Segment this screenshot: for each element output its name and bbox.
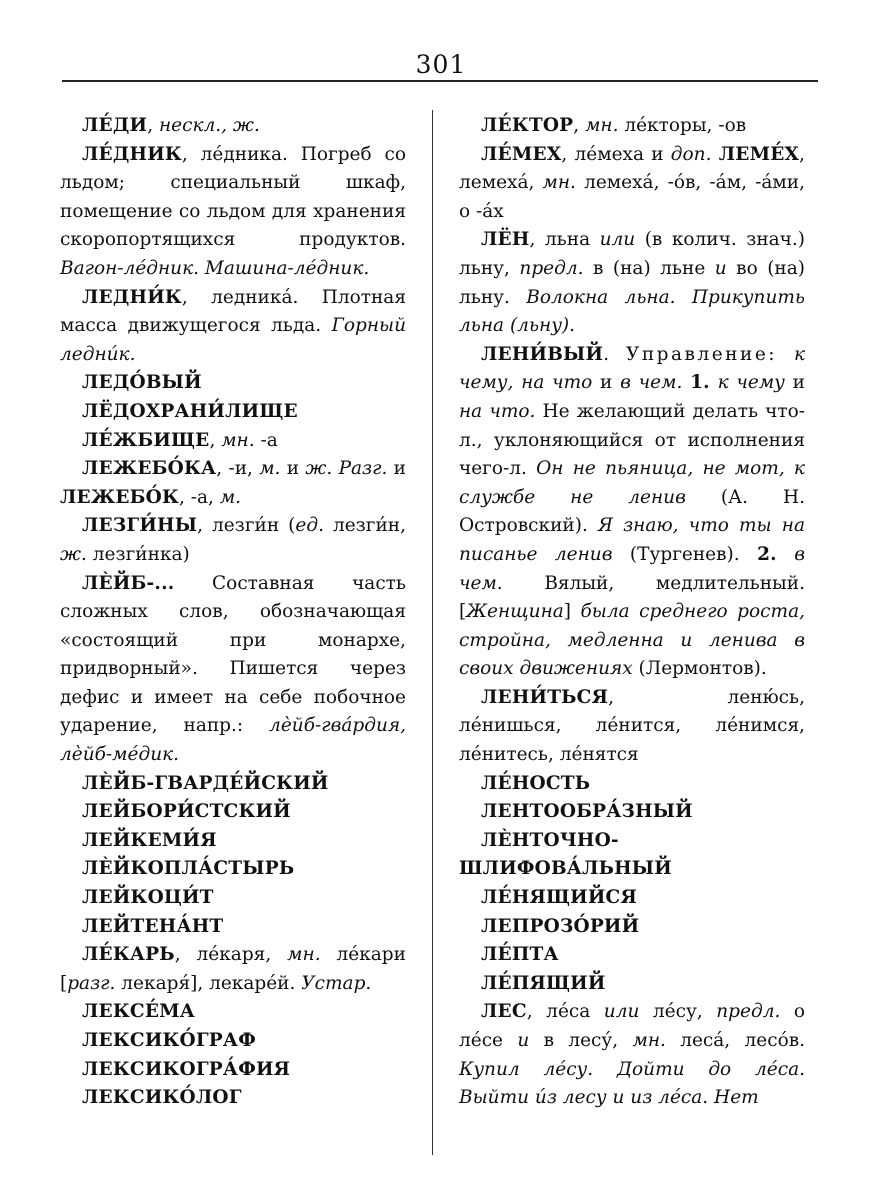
- entry-headword: ЛЕ́НЯЩИЙСЯ: [481, 887, 637, 909]
- entry-gloss-italic: Он не пьяница, не мот, к службе не ленив: [459, 458, 805, 508]
- entry-text: ,: [147, 115, 159, 136]
- entry-headword: ЛЕЙКЕМИ́Я: [82, 829, 217, 851]
- entry-text: (Лермонтов).: [632, 658, 767, 680]
- dictionary-entry: [459, 112, 805, 141]
- entry-headword: ЛЕКСИКО́ГРАФ: [82, 1030, 256, 1051]
- dictionary-entry: [60, 1027, 406, 1056]
- entry-headword: ЛЕЙБОРИ́СТСКИЙ: [82, 801, 291, 823]
- entry-headword: ЛЕНИ́ТЬСЯ: [481, 686, 609, 708]
- entry-gloss-italic: мн.: [221, 429, 255, 451]
- entry-gloss-italic: мн.: [542, 172, 576, 194]
- entry-text: [777, 344, 794, 365]
- entry-headword: ЛЁДОХРАНИ́ЛИЩЕ: [82, 400, 298, 422]
- entry-text: , -и,: [216, 458, 260, 480]
- entry-text: , ле́каря,: [174, 944, 288, 966]
- dictionary-entry: [459, 141, 805, 227]
- dictionary-entry: [60, 855, 406, 884]
- dictionary-entry: [60, 998, 406, 1027]
- entry-gloss-italic: Устар.: [301, 972, 372, 994]
- entry-gloss-italic: ед.: [295, 515, 324, 537]
- entry-subheadword: 1.: [690, 372, 710, 394]
- dictionary-entry: [60, 770, 406, 799]
- entry-headword: ЛЕЗГИ́НЫ: [82, 515, 198, 537]
- entry-gloss-italic: предл.: [716, 1001, 781, 1023]
- entry-headword: ЛЕ́КТОР: [481, 115, 574, 136]
- dictionary-entry: [60, 1084, 406, 1113]
- entry-gloss-italic: или: [599, 229, 636, 251]
- entry-text: и: [592, 372, 621, 394]
- dictionary-entry: [459, 998, 805, 1112]
- entry-text: (Тургенев).: [612, 543, 758, 565]
- entry-gloss-italic: ж. Разг.: [305, 458, 388, 480]
- dictionary-entry: [459, 226, 805, 340]
- entry-headword: ЛЁН: [481, 229, 530, 251]
- dictionary-entry: [60, 398, 406, 427]
- entry-text: , -а,: [179, 486, 220, 508]
- entry-text: [711, 144, 718, 165]
- entry-text: о ле́се: [459, 1001, 806, 1051]
- dictionary-entry: [459, 884, 805, 913]
- dictionary-entry: [60, 512, 406, 569]
- entry-headword: ЛЕ́ЖБИЩЕ: [82, 429, 210, 451]
- entry-text: и: [280, 458, 306, 480]
- entry-text: Составная часть сложных слов, обозначающая «состоящий при монархе, придворный». Пишется через дефис и имеет на себе побочное ударение, напр.:: [60, 572, 406, 737]
- entry-text: ,: [573, 115, 586, 136]
- page-number: 301: [415, 50, 467, 79]
- entry-gloss-italic: доп.: [670, 143, 712, 165]
- entry-gloss-italic: лѐйб-гва́рдия, лѐйб-ме́дик.: [60, 715, 406, 766]
- dictionary-entry: [60, 913, 406, 942]
- dictionary-entry: [459, 798, 805, 827]
- entry-text: во (на) льну.: [459, 257, 805, 308]
- entry-gloss-italic: разг.: [67, 972, 116, 994]
- entry-subheadword: ЛЕЖЕБО́К: [60, 486, 179, 508]
- entry-text: [710, 372, 718, 393]
- entry-headword: ЛЕ́ДНИК: [82, 143, 182, 165]
- entry-gloss-italic: мн.: [632, 1030, 666, 1051]
- entry-text: и: [784, 372, 805, 394]
- entry-text: , ле́меха и: [561, 143, 671, 165]
- entry-headword: ЛЀНТОЧНО-ШЛИФОВА́ЛЬНЫЙ: [459, 829, 672, 880]
- entry-headword: ЛЕНИ́ВЫЙ: [481, 343, 604, 365]
- entry-gloss-italic: м.: [259, 458, 281, 480]
- entry-headword: ЛЕ́МЕХ: [481, 143, 562, 165]
- entry-text: (в колич. знач.) льну,: [459, 229, 806, 279]
- entry-text: ]: [563, 601, 581, 623]
- column-divider: [432, 110, 433, 1155]
- entry-text: , льна: [529, 229, 600, 251]
- entry-gloss-italic: или: [603, 1001, 640, 1023]
- entry-headword: ЛЕКСИКОГРА́ФИЯ: [82, 1058, 291, 1080]
- entry-text: , ле́са: [526, 1001, 604, 1023]
- entry-gloss-italic: Я знаю, что ты на писанье ленив: [459, 515, 805, 565]
- entry-text: .: [603, 343, 626, 365]
- entry-text: ле́кари [: [60, 944, 406, 994]
- entry-headword: ЛЕЙКОЦИ́Т: [82, 887, 214, 909]
- entry-headword: ЛЕКСЕ́МА: [82, 1001, 196, 1023]
- dictionary-entry: [60, 570, 406, 770]
- left-column: [60, 112, 406, 1113]
- entry-text: , леню́сь, ле́нишься, ле́нится, ле́нимся, ле́нитесь, ле́нятся: [459, 686, 805, 766]
- dictionary-entry: [459, 684, 805, 770]
- entry-headword: ЛЕЖЕБО́КА: [82, 458, 217, 480]
- entry-headword: ЛЕС: [481, 1001, 527, 1023]
- dictionary-entry: [60, 369, 406, 398]
- dictionary-entry: [60, 941, 406, 998]
- entry-text: лемеха́, -о́в, -а́м, -а́ми, о -а́х: [459, 172, 805, 222]
- entry-gloss-italic: ж.: [60, 543, 87, 565]
- entry-headword: ЛЕ́КАРЬ: [82, 944, 175, 966]
- dictionary-entry: [60, 112, 406, 141]
- entry-text: и: [387, 458, 406, 480]
- dictionary-entry: [60, 427, 406, 456]
- entry-text: лезги́нка): [86, 543, 190, 565]
- entry-subheadword: ЛЕМЕ́Х: [718, 143, 800, 165]
- entry-text: -а: [254, 429, 278, 451]
- entry-gloss-italic: Вагон-ле́дник. Машина-ле́дник.: [60, 257, 370, 279]
- entry-headword: ЛЀЙБ-ГВАРДЕ́ЙСКИЙ: [82, 772, 329, 794]
- entry-headword: ЛЕ́ПТА: [481, 944, 559, 966]
- entry-text: (А. Н. Островский).: [459, 486, 805, 537]
- entry-text: ле́су,: [639, 1001, 717, 1023]
- dictionary-entry: [459, 341, 805, 684]
- entry-text: [777, 544, 794, 565]
- dictionary-entry: [60, 1056, 406, 1085]
- entry-headword: ЛЕЙТЕНА́НТ: [82, 915, 224, 937]
- entry-text: Управление:: [625, 343, 778, 365]
- entry-gloss-italic: мн.: [585, 115, 619, 136]
- entry-text: леса́, лесо́в.: [665, 1030, 806, 1051]
- dictionary-entry: [60, 455, 406, 512]
- entry-headword: ЛЕПРОЗО́РИЙ: [481, 915, 640, 937]
- entry-gloss-italic: и: [517, 1030, 530, 1051]
- entry-gloss-italic: предл.: [519, 257, 584, 279]
- entry-text: , лемеха́,: [459, 143, 805, 194]
- entry-text: лезги́н,: [323, 515, 406, 537]
- header-rule: [62, 80, 818, 82]
- entry-text: в лесу́,: [529, 1030, 633, 1051]
- entry-text: лекаря́], лекаре́й.: [115, 972, 302, 994]
- entry-text: в (на) льне: [583, 257, 715, 279]
- dictionary-entry: [60, 284, 406, 370]
- entry-gloss-italic: и: [714, 257, 727, 279]
- dictionary-entry: [60, 798, 406, 827]
- dictionary-entry: [459, 941, 805, 970]
- entry-text: , ле́дника. Погреб со льдом; специальный шкаф, помещение со льдом для хранения скоропортящихся продуктов.: [60, 143, 406, 251]
- entry-gloss-italic: нескл., ж.: [158, 115, 260, 136]
- dictionary-entry: [60, 141, 406, 284]
- entry-headword: ЛЕ́ДИ: [82, 115, 148, 136]
- entry-text: [682, 372, 690, 393]
- dictionary-entry: [459, 770, 805, 799]
- entry-gloss-italic: в чем.: [620, 372, 683, 394]
- entry-headword: ЛЀЙКОПЛА́СТЫРЬ: [82, 858, 295, 880]
- entry-gloss-italic: Женщина: [466, 601, 564, 623]
- entry-headword: ЛЕ́ПЯЩИЙ: [481, 972, 606, 994]
- entry-gloss-italic: к чему: [717, 372, 785, 394]
- entry-gloss-italic: Волокна льна. Прикупить льна (льну).: [459, 286, 805, 337]
- entry-text: ле́кторы, -ов: [618, 115, 747, 136]
- entry-gloss-italic: Купил ле́су. Дойти до ле́са. Выйти и́з лесу и из ле́са. Нет: [459, 1058, 805, 1109]
- entry-text: , ледника́. Плотная масса движущегося льда.: [60, 286, 406, 337]
- dictionary-entry: [60, 884, 406, 913]
- dictionary-entry: [60, 827, 406, 856]
- entry-gloss-italic: к чему, на что: [459, 343, 805, 394]
- dictionary-entry: [459, 913, 805, 942]
- entry-headword: ЛЕНТООБРА́ЗНЫЙ: [481, 801, 693, 823]
- entry-headword: ЛЕ́НОСТЬ: [481, 772, 591, 794]
- entry-text: ,: [209, 429, 222, 451]
- entry-gloss-italic: в чем.: [459, 543, 805, 594]
- entry-headword: ЛЕДНИ́К: [82, 286, 182, 308]
- entry-headword: ЛЀЙБ-...: [82, 572, 175, 594]
- entry-gloss-italic: Горный ледни́к.: [60, 315, 406, 365]
- right-column: [459, 112, 805, 1113]
- entry-text: Вялый, медлительный. [: [459, 572, 805, 623]
- entry-subheadword: 2.: [757, 543, 777, 565]
- entry-text: Не желающий делать что-л., уклоняющийся от исполнения чего-л.: [459, 400, 805, 480]
- entry-gloss-italic: на что.: [459, 400, 536, 422]
- dictionary-entry: [459, 970, 805, 999]
- entry-headword: ЛЕКСИКО́ЛОГ: [82, 1087, 242, 1109]
- entry-gloss-italic: м.: [219, 486, 242, 508]
- entry-gloss-italic: мн.: [287, 944, 321, 966]
- entry-headword: ЛЕДО́ВЫЙ: [82, 372, 202, 394]
- entry-gloss-italic: была среднего роста, стройна, медленна и ленива в своих движениях: [459, 601, 805, 680]
- dictionary-entry: [459, 827, 805, 884]
- entry-text: , лезги́н (: [197, 515, 296, 537]
